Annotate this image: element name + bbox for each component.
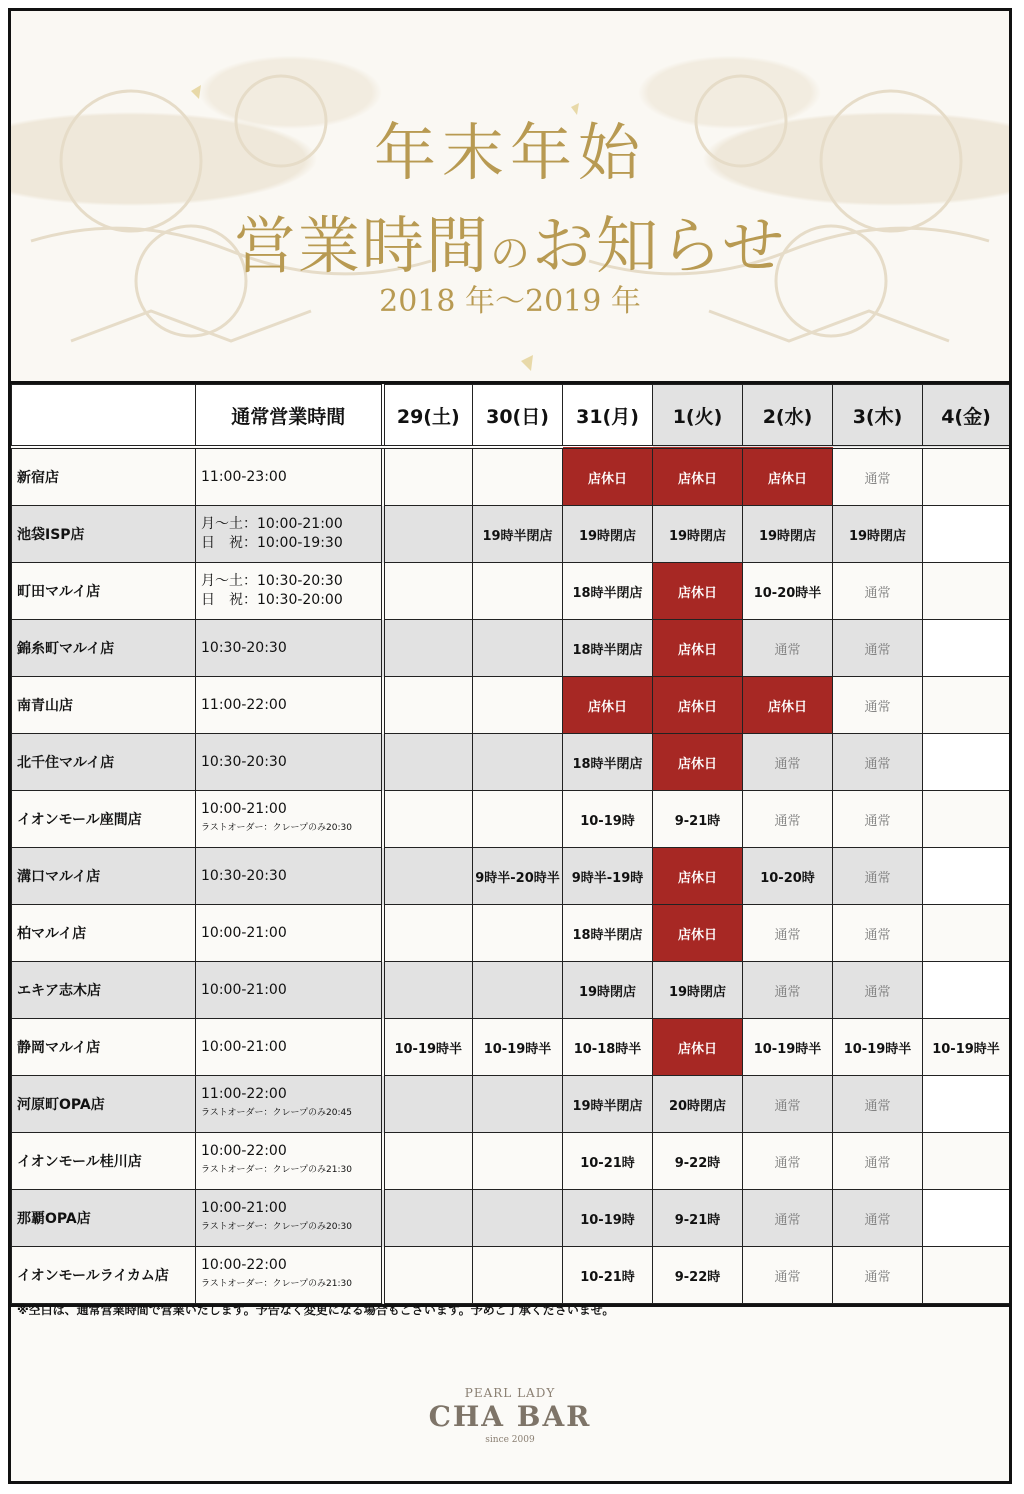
day-cell-30 bbox=[473, 791, 563, 848]
day-cell-29 bbox=[383, 563, 473, 620]
store-name: 北千住マルイ店 bbox=[12, 734, 196, 791]
day-cell-29 bbox=[383, 1076, 473, 1133]
hours-line-1: 11:00-22:00 bbox=[201, 1086, 287, 1102]
hours-line-1: 10:00-21:00 bbox=[201, 1038, 287, 1055]
hours-line-2: 日 祝：10:00-19:30 bbox=[201, 535, 343, 551]
day-cell-2: 通常 bbox=[743, 1133, 833, 1190]
day-cell-30 bbox=[473, 447, 563, 506]
day-cell-3: 通常 bbox=[833, 791, 923, 848]
day-cell-1: 店休日 bbox=[653, 905, 743, 962]
table-row bbox=[12, 1019, 1010, 1076]
day-cell-1: 店休日 bbox=[653, 620, 743, 677]
table-row bbox=[12, 506, 1010, 563]
hours-line-1: 10:30-20:30 bbox=[201, 753, 287, 770]
normal-hours bbox=[196, 791, 383, 848]
normal-hours bbox=[196, 677, 383, 734]
day-cell-1: 店休日 bbox=[653, 1019, 743, 1076]
day-cell-3: 通常 bbox=[833, 1133, 923, 1190]
title-line-2a: 営業時間 bbox=[233, 209, 490, 282]
day-cell-3: 通常 bbox=[833, 905, 923, 962]
hours-line-1: 10:00-22:00 bbox=[201, 1143, 287, 1159]
day-cell-29 bbox=[383, 506, 473, 563]
logo-since-text: since 2009 bbox=[485, 1435, 535, 1445]
day-cell-1: 店休日 bbox=[653, 848, 743, 905]
day-cell-31: 18時半閉店 bbox=[563, 563, 653, 620]
store-name: 池袋ISP店 bbox=[12, 506, 196, 563]
hours-line-1: 10:30-20:30 bbox=[201, 639, 287, 656]
normal-hours bbox=[196, 1190, 383, 1247]
day-cell-30 bbox=[473, 677, 563, 734]
hours-line-1: 10:00-22:00 bbox=[201, 1257, 287, 1273]
table-row bbox=[12, 848, 1010, 905]
hours-line-2: ラストオーダー：クレープのみ20:30 bbox=[201, 1222, 352, 1232]
day-cell-1: 9-21時 bbox=[653, 1190, 743, 1247]
hours-line-2: 日 祝：10:30-20:00 bbox=[201, 592, 343, 608]
normal-hours bbox=[196, 1133, 383, 1190]
day-cell-2: 通常 bbox=[743, 962, 833, 1019]
table-row bbox=[12, 1133, 1010, 1190]
day-cell-31: 10-19時 bbox=[563, 791, 653, 848]
brand-logo bbox=[11, 1386, 1009, 1445]
hours-line-1: 10:00-21:00 bbox=[201, 1200, 287, 1216]
day-cell-1: 20時閉店 bbox=[653, 1076, 743, 1133]
hours-line-1: 10:30-20:30 bbox=[201, 867, 287, 884]
day-cell-3: 通常 bbox=[833, 1076, 923, 1133]
day-cell-4 bbox=[923, 447, 1010, 506]
schedule-table-wrap bbox=[11, 381, 1009, 1307]
hours-line-2: ラストオーダー：クレープのみ20:30 bbox=[201, 823, 352, 833]
schedule-rows bbox=[12, 447, 1010, 1304]
day-cell-4 bbox=[923, 1133, 1010, 1190]
day-cell-30 bbox=[473, 620, 563, 677]
store-name: 那覇OPA店 bbox=[12, 1190, 196, 1247]
day-cell-3: 通常 bbox=[833, 677, 923, 734]
column-header-30: 30(日) bbox=[473, 385, 563, 448]
day-cell-2: 10-20時半 bbox=[743, 563, 833, 620]
day-cell-31: 19時閉店 bbox=[563, 962, 653, 1019]
day-cell-31: 10-21時 bbox=[563, 1247, 653, 1304]
day-cell-30 bbox=[473, 1076, 563, 1133]
day-cell-29 bbox=[383, 677, 473, 734]
day-cell-29 bbox=[383, 734, 473, 791]
day-cell-1: 店休日 bbox=[653, 447, 743, 506]
hours-line-2: ラストオーダー：クレープのみ21:30 bbox=[201, 1165, 352, 1175]
column-header-2: 2(水) bbox=[743, 385, 833, 448]
day-cell-29: 10-19時半 bbox=[383, 1019, 473, 1076]
day-cell-31: 18時半閉店 bbox=[563, 905, 653, 962]
table-row bbox=[12, 1190, 1010, 1247]
day-cell-3: 通常 bbox=[833, 848, 923, 905]
day-cell-3: 通常 bbox=[833, 962, 923, 1019]
day-cell-4 bbox=[923, 563, 1010, 620]
day-cell-29 bbox=[383, 620, 473, 677]
day-cell-2: 店休日 bbox=[743, 677, 833, 734]
day-cell-2: 通常 bbox=[743, 734, 833, 791]
day-cell-30 bbox=[473, 905, 563, 962]
hours-line-1: 11:00-22:00 bbox=[201, 696, 287, 713]
day-cell-1: 店休日 bbox=[653, 563, 743, 620]
day-cell-30: 9時半-20時半 bbox=[473, 848, 563, 905]
day-cell-2: 通常 bbox=[743, 1190, 833, 1247]
day-cell-3: 10-19時半 bbox=[833, 1019, 923, 1076]
day-cell-30: 10-19時半 bbox=[473, 1019, 563, 1076]
day-cell-3: 通常 bbox=[833, 620, 923, 677]
day-cell-4 bbox=[923, 506, 1010, 563]
day-cell-29 bbox=[383, 962, 473, 1019]
day-cell-31: 18時半閉店 bbox=[563, 620, 653, 677]
table-row bbox=[12, 1247, 1010, 1304]
store-name: 南青山店 bbox=[12, 677, 196, 734]
day-cell-29 bbox=[383, 1133, 473, 1190]
day-cell-2: 通常 bbox=[743, 791, 833, 848]
logo-main-text: CHA BAR bbox=[428, 1400, 592, 1433]
store-name: 柏マルイ店 bbox=[12, 905, 196, 962]
day-cell-1: 19時閉店 bbox=[653, 962, 743, 1019]
day-cell-30 bbox=[473, 734, 563, 791]
store-name: イオンモールライカム店 bbox=[12, 1247, 196, 1304]
day-cell-31: 9時半-19時 bbox=[563, 848, 653, 905]
day-cell-3: 通常 bbox=[833, 734, 923, 791]
table-row bbox=[12, 677, 1010, 734]
day-cell-1: 店休日 bbox=[653, 677, 743, 734]
day-cell-3: 通常 bbox=[833, 1247, 923, 1304]
header-row bbox=[12, 385, 1010, 448]
store-name: 静岡マルイ店 bbox=[12, 1019, 196, 1076]
normal-hours bbox=[196, 905, 383, 962]
day-cell-1: 9-21時 bbox=[653, 791, 743, 848]
year-range: 2018 年～2019 年 bbox=[379, 284, 641, 319]
normal-hours bbox=[196, 506, 383, 563]
store-name: 溝口マルイ店 bbox=[12, 848, 196, 905]
normal-hours bbox=[196, 1247, 383, 1304]
normal-hours bbox=[196, 563, 383, 620]
table-row bbox=[12, 905, 1010, 962]
day-cell-29 bbox=[383, 447, 473, 506]
normal-hours bbox=[196, 1076, 383, 1133]
column-header-normal-hours: 通常営業時間 bbox=[196, 385, 383, 448]
day-cell-4: 10-19時半 bbox=[923, 1019, 1010, 1076]
normal-hours bbox=[196, 447, 383, 506]
day-cell-4 bbox=[923, 905, 1010, 962]
day-cell-31: 10-19時 bbox=[563, 1190, 653, 1247]
column-header-29: 29(土) bbox=[383, 385, 473, 448]
day-cell-4 bbox=[923, 1247, 1010, 1304]
day-cell-30 bbox=[473, 1190, 563, 1247]
day-cell-29 bbox=[383, 848, 473, 905]
day-cell-4 bbox=[923, 734, 1010, 791]
column-header-31: 31(月) bbox=[563, 385, 653, 448]
day-cell-1: 店休日 bbox=[653, 734, 743, 791]
day-cell-31: 10-18時半 bbox=[563, 1019, 653, 1076]
title-line-2b: お知らせ bbox=[531, 209, 787, 282]
day-cell-31: 店休日 bbox=[563, 447, 653, 506]
day-cell-2: 通常 bbox=[743, 1076, 833, 1133]
day-cell-2: 10-20時 bbox=[743, 848, 833, 905]
hours-line-1: 月～土：10:00-21:00 bbox=[201, 516, 343, 532]
footnote: ※空白は、通常営業時間で営業いたします。予告なく変更になる場合もございます。予めご了承くださいませ。 bbox=[17, 1303, 615, 1317]
day-cell-29 bbox=[383, 1190, 473, 1247]
day-cell-30 bbox=[473, 1247, 563, 1304]
store-name: 町田マルイ店 bbox=[12, 563, 196, 620]
normal-hours bbox=[196, 848, 383, 905]
day-cell-1: 9-22時 bbox=[653, 1247, 743, 1304]
store-name: イオンモール座間店 bbox=[12, 791, 196, 848]
day-cell-3: 通常 bbox=[833, 1190, 923, 1247]
table-row bbox=[12, 620, 1010, 677]
day-cell-4 bbox=[923, 848, 1010, 905]
normal-hours bbox=[196, 734, 383, 791]
day-cell-3: 19時閉店 bbox=[833, 506, 923, 563]
day-cell-29 bbox=[383, 1247, 473, 1304]
day-cell-1: 9-22時 bbox=[653, 1133, 743, 1190]
day-cell-31: 店休日 bbox=[563, 677, 653, 734]
day-cell-31: 10-21時 bbox=[563, 1133, 653, 1190]
day-cell-2: 通常 bbox=[743, 620, 833, 677]
day-cell-2: 店休日 bbox=[743, 447, 833, 506]
poster-frame bbox=[8, 8, 1012, 1484]
normal-hours bbox=[196, 1019, 383, 1076]
table-row bbox=[12, 962, 1010, 1019]
column-header-1: 1(火) bbox=[653, 385, 743, 448]
day-cell-30 bbox=[473, 1133, 563, 1190]
day-cell-4 bbox=[923, 677, 1010, 734]
table-row bbox=[12, 734, 1010, 791]
table-row bbox=[12, 1076, 1010, 1133]
day-cell-31: 18時半閉店 bbox=[563, 734, 653, 791]
column-header-store bbox=[12, 385, 196, 448]
column-header-3: 3(木) bbox=[833, 385, 923, 448]
hours-line-2: ラストオーダー：クレープのみ21:30 bbox=[201, 1279, 352, 1289]
day-cell-30 bbox=[473, 962, 563, 1019]
day-cell-31: 19時閉店 bbox=[563, 506, 653, 563]
title-line-2-no: の bbox=[489, 231, 532, 277]
header-banner bbox=[11, 11, 1009, 381]
day-cell-4 bbox=[923, 1076, 1010, 1133]
day-cell-29 bbox=[383, 791, 473, 848]
hours-line-1: 10:00-21:00 bbox=[201, 801, 287, 817]
day-cell-30: 19時半閉店 bbox=[473, 506, 563, 563]
day-cell-4 bbox=[923, 962, 1010, 1019]
store-name: 河原町OPA店 bbox=[12, 1076, 196, 1133]
day-cell-31: 19時半閉店 bbox=[563, 1076, 653, 1133]
store-name: エキア志木店 bbox=[12, 962, 196, 1019]
store-name: イオンモール桂川店 bbox=[12, 1133, 196, 1190]
title-line-2 bbox=[11, 196, 1009, 285]
day-cell-2: 10-19時半 bbox=[743, 1019, 833, 1076]
normal-hours bbox=[196, 620, 383, 677]
day-cell-4 bbox=[923, 1190, 1010, 1247]
normal-hours bbox=[196, 962, 383, 1019]
hours-line-1: 11:00-23:00 bbox=[201, 468, 287, 485]
hours-line-1: 月～土：10:30-20:30 bbox=[201, 573, 343, 589]
day-cell-3: 通常 bbox=[833, 563, 923, 620]
column-header-4: 4(金) bbox=[923, 385, 1010, 448]
table-row bbox=[12, 563, 1010, 620]
day-cell-1: 19時閉店 bbox=[653, 506, 743, 563]
schedule-table bbox=[11, 384, 1010, 1304]
day-cell-30 bbox=[473, 563, 563, 620]
logo-top-text: PEARL LADY bbox=[464, 1386, 556, 1400]
table-row bbox=[12, 791, 1010, 848]
day-cell-4 bbox=[923, 791, 1010, 848]
day-cell-2: 通常 bbox=[743, 1247, 833, 1304]
hours-line-2: ラストオーダー：クレープのみ20:45 bbox=[201, 1108, 352, 1118]
title-line-1: 年末年始 bbox=[373, 116, 646, 189]
hours-line-1: 10:00-21:00 bbox=[201, 981, 287, 998]
day-cell-3: 通常 bbox=[833, 447, 923, 506]
table-row bbox=[12, 447, 1010, 506]
day-cell-2: 通常 bbox=[743, 905, 833, 962]
day-cell-2: 19時閉店 bbox=[743, 506, 833, 563]
day-cell-29 bbox=[383, 905, 473, 962]
hours-line-1: 10:00-21:00 bbox=[201, 924, 287, 941]
day-cell-4 bbox=[923, 620, 1010, 677]
store-name: 錦糸町マルイ店 bbox=[12, 620, 196, 677]
store-name: 新宿店 bbox=[12, 447, 196, 506]
